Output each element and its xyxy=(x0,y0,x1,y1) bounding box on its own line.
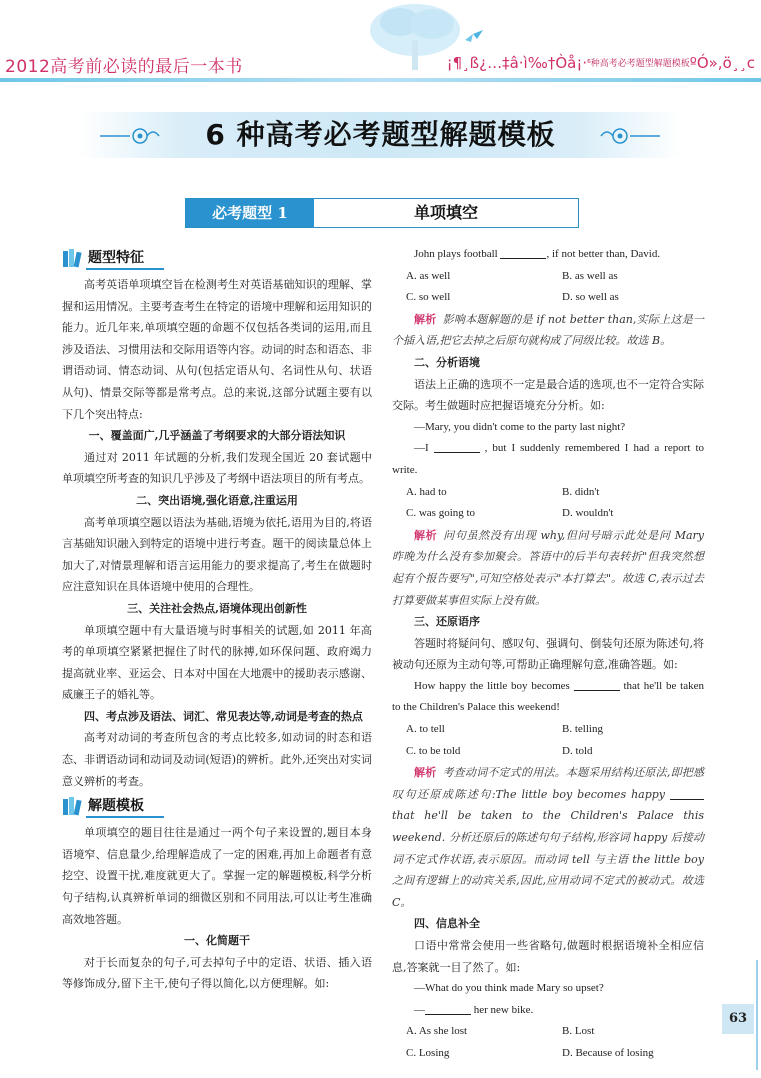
left-column xyxy=(62,244,372,995)
dialogue-line xyxy=(392,438,704,481)
question-type-name: 单项填空 xyxy=(413,203,478,222)
question-type-tag: 必考题型 1 xyxy=(186,199,314,227)
stem-part: — xyxy=(414,1003,425,1016)
explanation-text: 考查动词不定式的用法。本题采用结构还原法,即把感叹句还原成陈述句:The little boy becomes happy xyxy=(392,766,705,801)
stem-part: , but I suddenly remembered I had a report to write. xyxy=(392,442,705,476)
page-title: 6 种高考必考题型解题模板 xyxy=(205,118,556,151)
question-stem xyxy=(392,676,704,719)
answer-blank xyxy=(500,246,546,259)
option: B. Lost xyxy=(562,1025,595,1038)
option: D. told xyxy=(562,744,593,757)
subheading: 四、信息补全 xyxy=(414,917,480,931)
subheading: 一、化简题干 xyxy=(184,934,250,948)
page-edge-line xyxy=(756,960,758,1070)
subheading: 二、突出语境,强化语意,注重运用 xyxy=(136,493,298,507)
option: A. to tell xyxy=(406,723,445,736)
option: B. didn't xyxy=(562,485,600,498)
option: A. As she lost xyxy=(406,1025,468,1038)
options-row xyxy=(392,1043,704,1065)
stem-part: —I xyxy=(414,442,429,455)
explanation-label: 解析 xyxy=(414,528,438,542)
paragraph: 口语中常常会使用一些省略句,做题时根据语境补全相应信息,答案就一目了然了。如: xyxy=(392,939,704,974)
explanation-text: 问句虽然没有出现 why,但问号暗示此处是问 Mary 昨晚为什么没有参加聚会。答语中的后半句表转折"但我突然想起有个报告要写",可知空格处表示"本打算去"。故选 C,表示过去打算要做某事但实际上没有做。 xyxy=(392,528,705,607)
section-title: 解题模板 xyxy=(88,798,144,815)
header-right-garbled: ¡¶¸ß¿…‡â·ì‰†Òå¡· xyxy=(446,54,588,72)
subheading: 一、覆盖面广,几乎涵盖了考纲要求的大部分语法知识 xyxy=(88,429,346,443)
answer-blank xyxy=(670,787,704,800)
page-header xyxy=(0,0,761,88)
option: C. Losing xyxy=(406,1046,450,1059)
answer-blank xyxy=(574,678,620,691)
option: B. telling xyxy=(562,723,603,736)
paragraph: 高考对动词的考查所包含的考点比较多,如动词的时态和语态、非谓语动词和动词及动词(短语)的辨析。此外,还突出对实词意义辨析的考查。 xyxy=(62,731,372,788)
explanation-label: 解析 xyxy=(414,766,437,780)
paragraph: 单项填空的题目往往是通过一两个句子来设置的,题目本身语境窄、信息量少,给理解造成了一定的困难,再加上命题者有意挖空、设置干扰,难度就更大了。掌握一定的解题模板,科学分析句子结构,认真辨析单词的细微区别和不同用法,可以让考生准确高效地答题。 xyxy=(62,826,372,926)
paragraph: 单项填空题中有大量语境与时事相关的试题,如 2011 年高考的单项填空紧紧把握住了时代的脉搏,如环保问题、政府竭力提高就业率、亚运会、日本对中国在大地震中的援助表示感谢、威廉王子的婚礼等。 xyxy=(62,623,372,702)
options-row xyxy=(392,266,704,288)
subheading: 三、关注社会热点,语境体现出创新性 xyxy=(127,601,307,615)
options-row xyxy=(392,503,704,525)
paragraph: 高考英语单项填空旨在检测考生对英语基础知识的理解、掌握和运用情况。主要考查考生在特定的语境中理解和运用知识的能力。近几年来,单项填空题的命题不仅包括各类词的运用,而且涉及语法、习惯用法和交际用语等内容。动词的时态和语态、非谓语动词、情态动词、从句(包括定语从句、名词性从句、状语从句)、情景交际等都是常考点。总的来说,这部分试题主要有以下几个突出特点: xyxy=(62,278,372,421)
stem-part: John plays football xyxy=(414,248,498,260)
explanation-label: 解析 xyxy=(414,312,437,326)
paragraph: 语法上正确的选项不一定是最合适的选项,也不一定符合实际交际。考生做题时应把握语境充分分析。如: xyxy=(392,377,704,413)
subheading: 三、还原语序 xyxy=(414,615,480,629)
option: A. had to xyxy=(406,485,447,498)
dialogue-line xyxy=(392,1000,704,1022)
question-stem xyxy=(392,244,704,266)
explanation-text: that he'll be taken to the Children's Palace this weekend. 分析还原后的陈述句句子结构,形容词 happy 后接动词不定式作状语,表示原因。而动词 tell 与主语 the little boy 之间有逻辑上的动宾关系,因此,应用动词不定式的被动式。故选 C。 xyxy=(392,809,704,909)
stem-part: that he'll be taken to the Children's Palace this weekend! xyxy=(392,679,704,714)
stem-part: her new bike. xyxy=(473,1003,534,1016)
option: B. as well as xyxy=(562,269,618,282)
option: D. Because of losing xyxy=(562,1046,654,1059)
explanation xyxy=(392,762,704,913)
explanation xyxy=(392,525,704,611)
options-row xyxy=(392,287,704,309)
option: C. so well xyxy=(406,291,451,304)
section-heading-features xyxy=(62,246,372,270)
header-right-text xyxy=(447,54,755,72)
section-title: 题型特征 xyxy=(88,250,144,266)
stem-part: How happy the little boy becomes xyxy=(414,679,570,692)
explanation xyxy=(392,309,704,352)
option: C. was going to xyxy=(406,507,476,520)
options-row xyxy=(392,1021,704,1043)
page-number: 63 xyxy=(722,1004,754,1034)
header-right-overlay: ⁶种高考必考题型解题模板 xyxy=(587,59,690,69)
header-right-tail: ºÓ»,ö¸¸c xyxy=(689,54,755,72)
paragraph: 对于长而复杂的句子,可去掉句子中的定语、状语、插入语等修饰成分,留下主干,使句子得以简化,以方便理解。如: xyxy=(62,955,372,991)
header-divider xyxy=(0,78,761,82)
answer-blank xyxy=(434,440,480,453)
answer-blank xyxy=(425,1002,471,1015)
explanation-text: 影响本题解题的是 if not better than,实际上这是一个插入语,把它去掉之后原句就构成了同级比较。故选 B。 xyxy=(392,312,705,348)
option: A. as well xyxy=(406,269,451,282)
options-row xyxy=(392,741,704,763)
options-row xyxy=(392,719,704,741)
option: C. to be told xyxy=(406,744,461,757)
section-underline xyxy=(86,268,164,270)
books-icon xyxy=(62,796,84,816)
option: D. wouldn't xyxy=(562,507,614,520)
subheading: 二、分析语境 xyxy=(414,355,480,369)
right-column xyxy=(392,244,704,1065)
question-type-bar xyxy=(185,198,579,228)
header-left-text: 2012高考前必读的最后一本书 xyxy=(5,57,243,77)
section-underline xyxy=(86,816,164,818)
books-icon xyxy=(62,248,84,268)
dialogue-line: —What do you think made Mary so upset? xyxy=(414,982,604,995)
paragraph: 高考单项填空题以语法为基础,语境为依托,语用为目的,将语言基础知识融入到特定的语境中进行考查。题干的阅读量总体上加大了,对情景理解和语言运用能力的要求提高了,考生在做题时应注意知识在具体语境中使用的合理性。 xyxy=(62,515,372,594)
option: D. so well as xyxy=(562,291,619,304)
dialogue-line: —Mary, you didn't come to the party last night? xyxy=(414,420,626,433)
subheading: 四、考点涉及语法、词汇、常见表达等,动词是考查的热点 xyxy=(84,709,363,723)
paragraph: 通过对 2011 年试题的分析,我们发现全国近 20 套试题中单项填空所考查的知识几乎涉及了考纲中语法项目的所有考点。 xyxy=(62,450,372,486)
stem-part: , if not better than, David. xyxy=(546,248,661,260)
options-row xyxy=(392,482,704,504)
section-heading-template xyxy=(62,794,372,818)
paragraph: 答题时将疑问句、感叹句、强调句、倒装句还原为陈述句,将被动句还原为主动句等,可帮助正确理解句意,准确答题。如: xyxy=(392,636,704,672)
